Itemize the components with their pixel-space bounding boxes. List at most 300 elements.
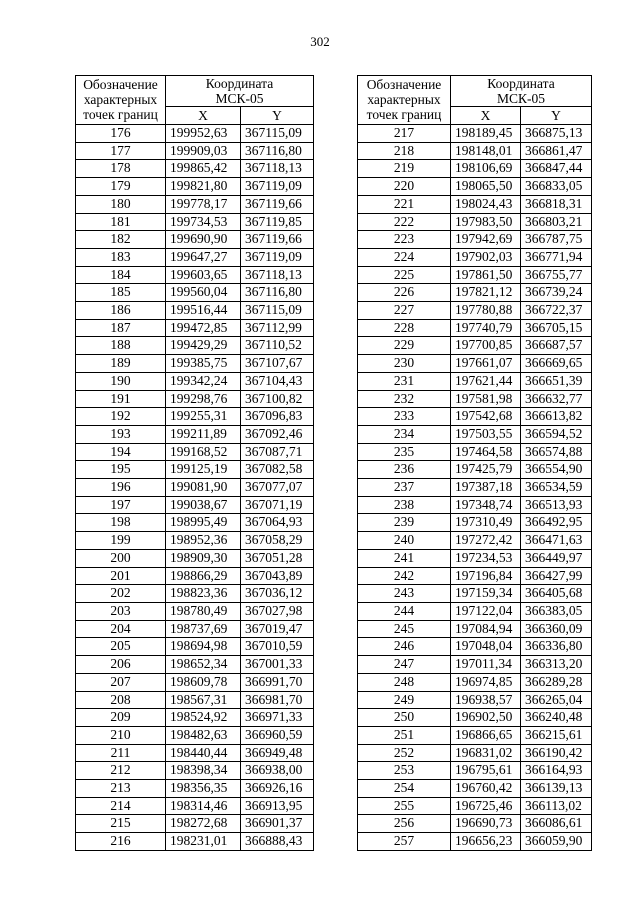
x-coordinate: 197661,07 bbox=[451, 355, 521, 373]
point-designation-header bbox=[76, 76, 166, 125]
x-coordinate: 197821,12 bbox=[451, 284, 521, 302]
y-coordinate: 367001,33 bbox=[241, 656, 314, 674]
x-coordinate: 198398,34 bbox=[166, 762, 241, 780]
table-row bbox=[76, 638, 314, 656]
x-coordinate: 196690,73 bbox=[451, 815, 521, 833]
table-row bbox=[358, 620, 592, 638]
y-coordinate: 367058,29 bbox=[241, 532, 314, 550]
point-number: 229 bbox=[358, 337, 451, 355]
y-coordinate: 366215,61 bbox=[521, 726, 592, 744]
y-coordinate: 366360,09 bbox=[521, 620, 592, 638]
table-row bbox=[76, 142, 314, 160]
point-number: 189 bbox=[76, 355, 166, 373]
y-coordinate: 366875,13 bbox=[521, 125, 592, 143]
table-row bbox=[358, 833, 592, 851]
y-coordinate: 366449,97 bbox=[521, 549, 592, 567]
header-line: точек границ bbox=[366, 107, 442, 122]
y-coordinate: 366240,48 bbox=[521, 709, 592, 727]
y-coordinate: 366336,80 bbox=[521, 638, 592, 656]
coordinate-system-header bbox=[451, 76, 592, 107]
y-coordinate: 367092,46 bbox=[241, 425, 314, 443]
x-coordinate: 197902,03 bbox=[451, 248, 521, 266]
header-line: Координата bbox=[487, 76, 555, 91]
x-coordinate: 197196,84 bbox=[451, 567, 521, 585]
table-row bbox=[358, 532, 592, 550]
table-row bbox=[358, 302, 592, 320]
table-row bbox=[358, 443, 592, 461]
table-row bbox=[358, 372, 592, 390]
table-row bbox=[76, 673, 314, 691]
x-coordinate: 197983,50 bbox=[451, 213, 521, 231]
table-row bbox=[76, 656, 314, 674]
y-coordinate: 367104,43 bbox=[241, 372, 314, 390]
point-number: 207 bbox=[76, 673, 166, 691]
x-coordinate: 198314,46 bbox=[166, 797, 241, 815]
y-coordinate: 366594,52 bbox=[521, 425, 592, 443]
point-number: 213 bbox=[76, 780, 166, 798]
y-coordinate: 366818,31 bbox=[521, 195, 592, 213]
y-coordinate: 366847,44 bbox=[521, 160, 592, 178]
point-number: 237 bbox=[358, 479, 451, 497]
point-number: 251 bbox=[358, 726, 451, 744]
table-row bbox=[358, 691, 592, 709]
x-coordinate: 197387,18 bbox=[451, 479, 521, 497]
x-coordinate: 196974,85 bbox=[451, 673, 521, 691]
point-number: 203 bbox=[76, 602, 166, 620]
table-row bbox=[76, 691, 314, 709]
x-coordinate: 199211,89 bbox=[166, 425, 241, 443]
point-number: 247 bbox=[358, 656, 451, 674]
point-number: 242 bbox=[358, 567, 451, 585]
point-number: 188 bbox=[76, 337, 166, 355]
table-row bbox=[76, 709, 314, 727]
x-coordinate: 198995,49 bbox=[166, 514, 241, 532]
point-number: 210 bbox=[76, 726, 166, 744]
y-coordinate: 366383,05 bbox=[521, 602, 592, 620]
point-number: 239 bbox=[358, 514, 451, 532]
x-coordinate: 199690,90 bbox=[166, 231, 241, 249]
y-coordinate: 367119,66 bbox=[241, 195, 314, 213]
y-coordinate: 367100,82 bbox=[241, 390, 314, 408]
point-number: 232 bbox=[358, 390, 451, 408]
y-coordinate: 366722,37 bbox=[521, 302, 592, 320]
point-number: 230 bbox=[358, 355, 451, 373]
x-coordinate: 198231,01 bbox=[166, 833, 241, 851]
x-coordinate: 199125,19 bbox=[166, 461, 241, 479]
x-coordinate: 199821,80 bbox=[166, 178, 241, 196]
x-coordinate: 198065,50 bbox=[451, 178, 521, 196]
y-coordinate: 366833,05 bbox=[521, 178, 592, 196]
point-number: 211 bbox=[76, 744, 166, 762]
x-coordinate: 198567,31 bbox=[166, 691, 241, 709]
x-coordinate: 199909,03 bbox=[166, 142, 241, 160]
x-coordinate: 198652,34 bbox=[166, 656, 241, 674]
y-coordinate: 366971,33 bbox=[241, 709, 314, 727]
x-coordinate: 198482,63 bbox=[166, 726, 241, 744]
x-coordinate: 199603,65 bbox=[166, 266, 241, 284]
table-row bbox=[76, 726, 314, 744]
point-number: 184 bbox=[76, 266, 166, 284]
x-coordinate: 197740,79 bbox=[451, 319, 521, 337]
point-number: 222 bbox=[358, 213, 451, 231]
y-coordinate: 366991,70 bbox=[241, 673, 314, 691]
y-coordinate: 366471,63 bbox=[521, 532, 592, 550]
table-row bbox=[358, 797, 592, 815]
point-number: 181 bbox=[76, 213, 166, 231]
x-coordinate: 197542,68 bbox=[451, 408, 521, 426]
y-coordinate: 367118,13 bbox=[241, 160, 314, 178]
table-row bbox=[358, 585, 592, 603]
y-coordinate: 367110,52 bbox=[241, 337, 314, 355]
x-coordinate: 197048,04 bbox=[451, 638, 521, 656]
x-coordinate: 198909,30 bbox=[166, 549, 241, 567]
table-row bbox=[358, 762, 592, 780]
x-coordinate: 198780,49 bbox=[166, 602, 241, 620]
y-coordinate: 367107,67 bbox=[241, 355, 314, 373]
y-coordinate: 366086,61 bbox=[521, 815, 592, 833]
point-number: 235 bbox=[358, 443, 451, 461]
y-coordinate: 366803,21 bbox=[521, 213, 592, 231]
y-coordinate: 367019,47 bbox=[241, 620, 314, 638]
point-number: 256 bbox=[358, 815, 451, 833]
table-row bbox=[76, 780, 314, 798]
y-coordinate: 366771,94 bbox=[521, 248, 592, 266]
point-number: 245 bbox=[358, 620, 451, 638]
point-number: 178 bbox=[76, 160, 166, 178]
x-coordinate: 197425,79 bbox=[451, 461, 521, 479]
y-coordinate: 366613,82 bbox=[521, 408, 592, 426]
y-coordinate: 366427,99 bbox=[521, 567, 592, 585]
point-number: 214 bbox=[76, 797, 166, 815]
y-coordinate: 366164,93 bbox=[521, 762, 592, 780]
point-number: 241 bbox=[358, 549, 451, 567]
table-row bbox=[76, 602, 314, 620]
y-column-header: Y bbox=[521, 107, 592, 125]
x-coordinate: 197011,34 bbox=[451, 656, 521, 674]
y-coordinate: 367118,13 bbox=[241, 266, 314, 284]
point-number: 249 bbox=[358, 691, 451, 709]
coordinate-system-header bbox=[166, 76, 314, 107]
y-coordinate: 367082,58 bbox=[241, 461, 314, 479]
point-number: 253 bbox=[358, 762, 451, 780]
table-row bbox=[76, 567, 314, 585]
y-coordinate: 367119,85 bbox=[241, 213, 314, 231]
point-number: 254 bbox=[358, 780, 451, 798]
table-row bbox=[76, 178, 314, 196]
table-row bbox=[358, 514, 592, 532]
point-number: 200 bbox=[76, 549, 166, 567]
x-coordinate: 196760,42 bbox=[451, 780, 521, 798]
x-coordinate: 199385,75 bbox=[166, 355, 241, 373]
table-row bbox=[76, 195, 314, 213]
table-row bbox=[76, 425, 314, 443]
point-number: 187 bbox=[76, 319, 166, 337]
table-row bbox=[76, 355, 314, 373]
header-line: Обозначение bbox=[366, 77, 442, 92]
table-row bbox=[76, 266, 314, 284]
x-coordinate: 197861,50 bbox=[451, 266, 521, 284]
point-number: 240 bbox=[358, 532, 451, 550]
table-row bbox=[358, 425, 592, 443]
table-row bbox=[76, 833, 314, 851]
y-coordinate: 366492,95 bbox=[521, 514, 592, 532]
y-coordinate: 366705,15 bbox=[521, 319, 592, 337]
y-coordinate: 367064,93 bbox=[241, 514, 314, 532]
x-coordinate: 199081,90 bbox=[166, 479, 241, 497]
x-coordinate: 196902,50 bbox=[451, 709, 521, 727]
table-row bbox=[358, 408, 592, 426]
header-line: точек границ bbox=[83, 107, 158, 122]
table-row bbox=[358, 726, 592, 744]
point-number: 205 bbox=[76, 638, 166, 656]
y-coordinate: 366888,43 bbox=[241, 833, 314, 851]
point-number: 195 bbox=[76, 461, 166, 479]
point-number: 219 bbox=[358, 160, 451, 178]
x-coordinate: 197780,88 bbox=[451, 302, 521, 320]
y-coordinate: 367116,80 bbox=[241, 284, 314, 302]
y-coordinate: 367119,09 bbox=[241, 178, 314, 196]
point-number: 201 bbox=[76, 567, 166, 585]
x-coordinate: 197122,04 bbox=[451, 602, 521, 620]
y-coordinate: 367112,99 bbox=[241, 319, 314, 337]
header-line: МСК-05 bbox=[215, 91, 264, 106]
x-column-header: X bbox=[166, 107, 241, 125]
y-coordinate: 367071,19 bbox=[241, 496, 314, 514]
table-row bbox=[76, 479, 314, 497]
point-number: 196 bbox=[76, 479, 166, 497]
point-number: 177 bbox=[76, 142, 166, 160]
y-coordinate: 367010,59 bbox=[241, 638, 314, 656]
point-number: 225 bbox=[358, 266, 451, 284]
x-coordinate: 197310,49 bbox=[451, 514, 521, 532]
y-coordinate: 366787,75 bbox=[521, 231, 592, 249]
table-row bbox=[358, 461, 592, 479]
point-number: 234 bbox=[358, 425, 451, 443]
header-line: МСК-05 bbox=[497, 91, 546, 106]
point-number: 212 bbox=[76, 762, 166, 780]
x-coordinate: 196866,65 bbox=[451, 726, 521, 744]
x-coordinate: 199472,85 bbox=[166, 319, 241, 337]
point-number: 208 bbox=[76, 691, 166, 709]
y-coordinate: 366739,24 bbox=[521, 284, 592, 302]
x-coordinate: 199952,63 bbox=[166, 125, 241, 143]
table-row bbox=[76, 620, 314, 638]
y-coordinate: 366949,48 bbox=[241, 744, 314, 762]
table-row bbox=[358, 213, 592, 231]
x-coordinate: 199516,44 bbox=[166, 302, 241, 320]
x-coordinate: 197464,58 bbox=[451, 443, 521, 461]
x-coordinate: 199734,53 bbox=[166, 213, 241, 231]
x-coordinate: 199298,76 bbox=[166, 390, 241, 408]
point-number: 192 bbox=[76, 408, 166, 426]
y-coordinate: 366139,13 bbox=[521, 780, 592, 798]
x-coordinate: 198952,36 bbox=[166, 532, 241, 550]
y-coordinate: 367027,98 bbox=[241, 602, 314, 620]
point-number: 190 bbox=[76, 372, 166, 390]
point-number: 243 bbox=[358, 585, 451, 603]
table-row bbox=[76, 744, 314, 762]
x-coordinate: 199342,24 bbox=[166, 372, 241, 390]
y-coordinate: 366289,28 bbox=[521, 673, 592, 691]
x-coordinate: 197348,74 bbox=[451, 496, 521, 514]
table-row bbox=[358, 744, 592, 762]
point-number: 199 bbox=[76, 532, 166, 550]
table-row bbox=[358, 709, 592, 727]
header-line: Координата bbox=[205, 76, 274, 91]
x-coordinate: 199865,42 bbox=[166, 160, 241, 178]
x-coordinate: 198272,68 bbox=[166, 815, 241, 833]
table-row bbox=[358, 656, 592, 674]
x-coordinate: 199778,17 bbox=[166, 195, 241, 213]
y-coordinate: 366861,47 bbox=[521, 142, 592, 160]
y-coordinate: 366651,39 bbox=[521, 372, 592, 390]
point-number: 231 bbox=[358, 372, 451, 390]
table-row bbox=[358, 231, 592, 249]
table-row bbox=[76, 585, 314, 603]
table-row bbox=[76, 372, 314, 390]
y-coordinate: 366901,37 bbox=[241, 815, 314, 833]
x-coordinate: 197942,69 bbox=[451, 231, 521, 249]
table-row bbox=[76, 390, 314, 408]
table-row bbox=[76, 337, 314, 355]
y-coordinate: 366059,90 bbox=[521, 833, 592, 851]
table-row bbox=[358, 390, 592, 408]
point-number: 233 bbox=[358, 408, 451, 426]
table-row bbox=[358, 567, 592, 585]
header-line: Обозначение bbox=[83, 77, 158, 92]
y-coordinate: 367051,28 bbox=[241, 549, 314, 567]
x-coordinate: 198866,29 bbox=[166, 567, 241, 585]
table-row bbox=[358, 178, 592, 196]
point-number: 209 bbox=[76, 709, 166, 727]
table-row bbox=[358, 638, 592, 656]
point-number: 180 bbox=[76, 195, 166, 213]
x-coordinate: 196795,61 bbox=[451, 762, 521, 780]
table-row bbox=[358, 479, 592, 497]
x-coordinate: 199429,29 bbox=[166, 337, 241, 355]
x-coordinate: 196831,02 bbox=[451, 744, 521, 762]
table-row bbox=[358, 266, 592, 284]
y-coordinate: 366938,00 bbox=[241, 762, 314, 780]
x-coordinate: 198106,69 bbox=[451, 160, 521, 178]
table-row bbox=[358, 248, 592, 266]
table-row bbox=[358, 337, 592, 355]
y-coordinate: 366687,57 bbox=[521, 337, 592, 355]
point-number: 227 bbox=[358, 302, 451, 320]
table-row bbox=[76, 319, 314, 337]
x-coordinate: 199560,04 bbox=[166, 284, 241, 302]
table-row bbox=[358, 319, 592, 337]
table-row bbox=[76, 408, 314, 426]
x-coordinate: 199038,67 bbox=[166, 496, 241, 514]
x-coordinate: 196656,23 bbox=[451, 833, 521, 851]
y-coordinate: 366632,77 bbox=[521, 390, 592, 408]
point-number: 185 bbox=[76, 284, 166, 302]
y-coordinate: 366913,95 bbox=[241, 797, 314, 815]
y-coordinate: 366669,65 bbox=[521, 355, 592, 373]
point-number: 216 bbox=[76, 833, 166, 851]
point-number: 186 bbox=[76, 302, 166, 320]
y-coordinate: 366405,68 bbox=[521, 585, 592, 603]
table-row bbox=[76, 514, 314, 532]
y-column-header: Y bbox=[241, 107, 314, 125]
x-coordinate: 198148,01 bbox=[451, 142, 521, 160]
point-number: 202 bbox=[76, 585, 166, 603]
point-number: 246 bbox=[358, 638, 451, 656]
point-number: 252 bbox=[358, 744, 451, 762]
x-coordinate: 198356,35 bbox=[166, 780, 241, 798]
y-coordinate: 367115,09 bbox=[241, 125, 314, 143]
x-coordinate: 197234,53 bbox=[451, 549, 521, 567]
table-row bbox=[76, 549, 314, 567]
point-number: 236 bbox=[358, 461, 451, 479]
x-coordinate: 199168,52 bbox=[166, 443, 241, 461]
x-coordinate: 197503,55 bbox=[451, 425, 521, 443]
x-coordinate: 197159,34 bbox=[451, 585, 521, 603]
table-row bbox=[358, 602, 592, 620]
y-coordinate: 366926,16 bbox=[241, 780, 314, 798]
table-row bbox=[76, 443, 314, 461]
x-coordinate: 198524,92 bbox=[166, 709, 241, 727]
point-number: 226 bbox=[358, 284, 451, 302]
table-row bbox=[358, 815, 592, 833]
point-number: 204 bbox=[76, 620, 166, 638]
x-coordinate: 198694,98 bbox=[166, 638, 241, 656]
point-number: 176 bbox=[76, 125, 166, 143]
y-coordinate: 366960,59 bbox=[241, 726, 314, 744]
y-coordinate: 367043,89 bbox=[241, 567, 314, 585]
table-row bbox=[358, 160, 592, 178]
point-number: 238 bbox=[358, 496, 451, 514]
x-coordinate: 197621,44 bbox=[451, 372, 521, 390]
y-coordinate: 367036,12 bbox=[241, 585, 314, 603]
table-row bbox=[358, 125, 592, 143]
table-row bbox=[76, 160, 314, 178]
point-number: 223 bbox=[358, 231, 451, 249]
table-row bbox=[76, 213, 314, 231]
y-coordinate: 367115,09 bbox=[241, 302, 314, 320]
x-coordinate: 197581,98 bbox=[451, 390, 521, 408]
point-number: 191 bbox=[76, 390, 166, 408]
point-number: 217 bbox=[358, 125, 451, 143]
point-number: 194 bbox=[76, 443, 166, 461]
table-row bbox=[76, 797, 314, 815]
point-number: 218 bbox=[358, 142, 451, 160]
table-row bbox=[76, 125, 314, 143]
table-row bbox=[76, 532, 314, 550]
point-number: 198 bbox=[76, 514, 166, 532]
point-number: 182 bbox=[76, 231, 166, 249]
table-row bbox=[76, 302, 314, 320]
table-row bbox=[76, 284, 314, 302]
table-row bbox=[76, 248, 314, 266]
x-coordinate: 196938,57 bbox=[451, 691, 521, 709]
x-coordinate: 198189,45 bbox=[451, 125, 521, 143]
point-number: 220 bbox=[358, 178, 451, 196]
point-number: 244 bbox=[358, 602, 451, 620]
y-coordinate: 366574,88 bbox=[521, 443, 592, 461]
point-number: 228 bbox=[358, 319, 451, 337]
coordinates-table-right bbox=[357, 75, 592, 851]
point-number: 183 bbox=[76, 248, 166, 266]
x-coordinate: 198609,78 bbox=[166, 673, 241, 691]
point-number: 224 bbox=[358, 248, 451, 266]
x-coordinate: 199647,27 bbox=[166, 248, 241, 266]
y-coordinate: 366190,42 bbox=[521, 744, 592, 762]
table-row bbox=[358, 355, 592, 373]
y-coordinate: 366534,59 bbox=[521, 479, 592, 497]
table-row bbox=[358, 496, 592, 514]
